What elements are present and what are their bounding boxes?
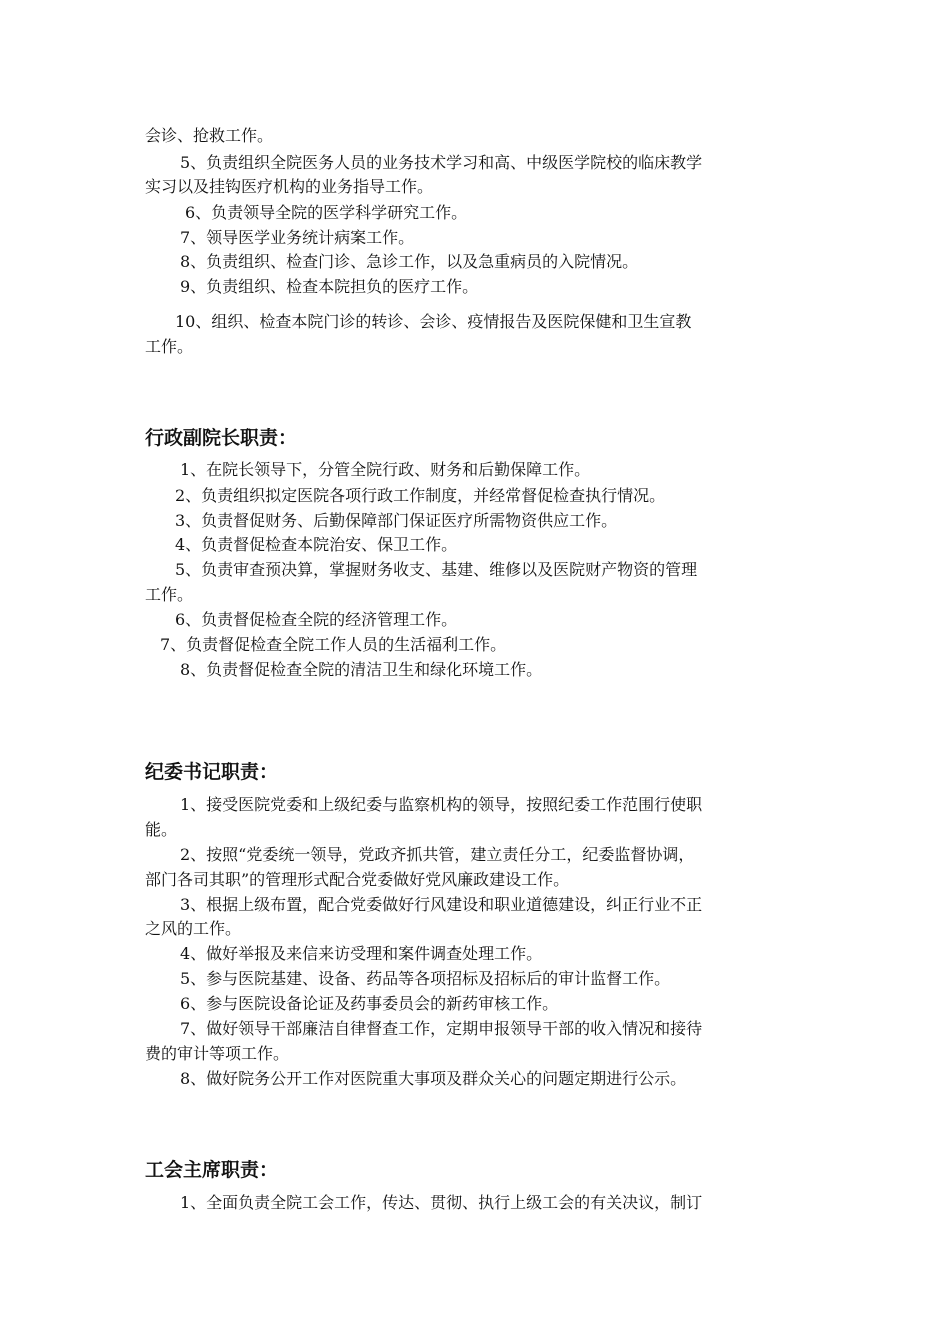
text-line: 7、做好领导干部廉洁自律督查工作，定期申报领导干部的收入情况和接待	[180, 1019, 703, 1038]
text-line: 4、做好举报及来信来访受理和案件调查处理工作。	[180, 944, 543, 963]
text-line: 部门各司其职”的管理形式配合党委做好党风廉政建设工作。	[145, 870, 570, 889]
text-line: 7、负责督促检查全院工作人员的生活福利工作。	[160, 635, 507, 654]
text-line: 之风的工作。	[145, 919, 242, 938]
text-line: 实习以及挂钩医疗机构的业务指导工作。	[145, 177, 434, 196]
text-line: 9、负责组织、检查本院担负的医疗工作。	[180, 277, 479, 296]
text-line: 8、负责督促检查全院的清洁卫生和绿化环境工作。	[180, 660, 543, 679]
section-heading: 行政副院长职责：	[145, 427, 298, 449]
text-line: 5、负责审查预决算，掌握财务收支、基建、维修以及医院财产物资的管理	[175, 560, 698, 579]
text-line: 工作。	[145, 585, 194, 604]
section-heading: 纪委书记职责：	[145, 761, 279, 783]
text-line: 1、全面负责全院工会工作，传达、贯彻、执行上级工会的有关决议，制订	[180, 1193, 703, 1212]
text-line: 6、参与医院设备论证及药事委员会的新药审核工作。	[180, 994, 559, 1013]
text-line: 5、参与医院基建、设备、药品等各项招标及招标后的审计监督工作。	[180, 969, 671, 988]
text-line: 能。	[145, 820, 178, 839]
text-line: 3、根据上级布置，配合党委做好行风建设和职业道德建设，纠正行业不正	[180, 895, 703, 914]
text-line: 7、领导医学业务统计病案工作。	[180, 228, 415, 247]
text-line: 工作。	[145, 337, 194, 356]
text-line: 会诊、抢救工作。	[145, 126, 274, 145]
text-line: 1、在院长领导下，分管全院行政、财务和后勤保障工作。	[180, 460, 591, 479]
text-line: 5、负责组织全院医务人员的业务技术学习和高、中级医学院校的临床教学	[180, 153, 703, 172]
text-line: 3、负责督促财务、后勤保障部门保证医疗所需物资供应工作。	[175, 511, 618, 530]
section-heading: 工会主席职责：	[145, 1159, 279, 1181]
text-line: 6、负责领导全院的医学科学研究工作。	[185, 203, 468, 222]
text-line: 费的审计等项工作。	[145, 1044, 290, 1063]
text-line: 4、负责督促检查本院治安、保卫工作。	[175, 535, 458, 554]
text-line: 2、按照“党委统一领导，党政齐抓共管，建立责任分工，纪委监督协调，	[180, 845, 695, 864]
text-line: 8、负责组织、检查门诊、急诊工作，以及急重病员的入院情况。	[180, 252, 639, 271]
text-line: 8、做好院务公开工作对医院重大事项及群众关心的问题定期进行公示。	[180, 1069, 687, 1088]
text-line: 1、接受医院党委和上级纪委与监察机构的领导，按照纪委工作范围行使职	[180, 795, 703, 814]
text-line: 6、负责督促检查全院的经济管理工作。	[175, 610, 458, 629]
text-line: 2、负责组织拟定医院各项行政工作制度，并经常督促检查执行情况。	[175, 486, 666, 505]
text-line: 10、组织、检查本院门诊的转诊、会诊、疫情报告及医院保健和卫生宣教	[175, 312, 692, 331]
